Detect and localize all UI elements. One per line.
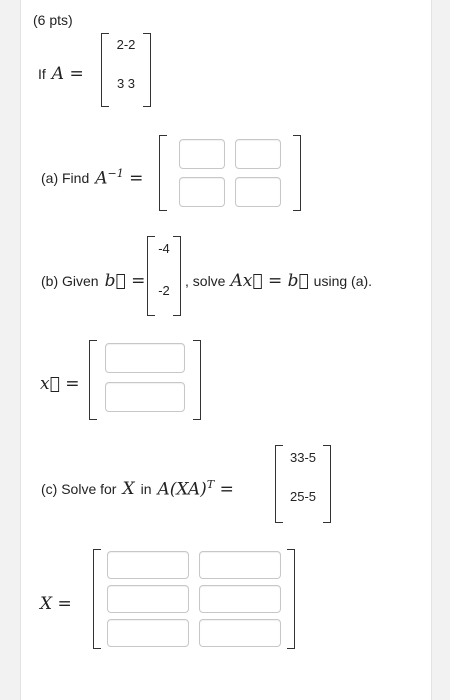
a-inv-cell-2-2-input[interactable] [235,177,281,207]
part-b-label [41,271,145,291]
part-c-equals: = [219,479,234,500]
a-inv-cell-1-1-input[interactable] [179,139,225,169]
X-cell-1-2-input[interactable] [199,551,281,579]
matrix-a-inverse [159,135,301,211]
part-a-prefix: (a) Find [41,169,90,186]
X-cell-2-2-input[interactable] [199,585,281,613]
part-a-base: A [95,168,108,189]
matrix-rhs-row-2: 25-5 [289,489,317,504]
part-c-eq-base: A(XA) [157,479,207,500]
bracket-right [287,549,295,649]
part-a-equals: = [129,168,144,189]
part-b-b-math: b⃗ = [104,271,146,291]
given-a-label [38,64,84,84]
part-c-in: in [140,480,152,497]
part-b-prefix: (b) Given [41,273,99,289]
part-c-eq-sup: T [206,478,215,491]
part-c-equation [157,478,233,500]
matrix-rhs [275,445,331,523]
matrix-rhs-row-1: 33-5 [289,450,317,465]
bracket-right [193,340,201,420]
question-card [20,0,432,700]
X-cell-3-1-input[interactable] [107,619,189,647]
bracket-left [89,340,97,420]
part-a-exp: −1 [107,167,124,180]
part-a-label [41,167,143,189]
vector-x [89,340,201,420]
a-inv-cell-2-1-input[interactable] [179,177,225,207]
part-b-solve [185,271,372,291]
X-matrix-label: X = [40,594,72,614]
points-label: (6 pts) [33,12,73,28]
part-b-suffix: using (a). [313,273,373,289]
vector-b-row-1: -4 [158,241,170,256]
x-cell-2-input[interactable] [105,382,185,412]
part-c-prefix: (c) Solve for [41,480,117,497]
x-cell-1-input[interactable] [105,343,185,373]
matrix-a-row-2: 3 3 [116,76,136,91]
x-vector-label: x⃗ = [40,374,80,394]
given-a-prefix: If [38,66,46,82]
vector-b [147,236,181,316]
part-c-label [41,478,234,500]
matrix-X [93,549,295,649]
part-b-solve-text: , solve [185,273,226,289]
a-inv-cell-1-2-input[interactable] [235,139,281,169]
part-a-math [95,167,143,189]
bracket-right [293,135,301,211]
part-b-equation: Ax⃗ = b⃗ [230,271,309,291]
given-a-math: A = [51,64,84,84]
matrix-a [101,33,151,107]
X-cell-1-1-input[interactable] [107,551,189,579]
bracket-left [159,135,167,211]
vector-b-row-2: -2 [158,283,170,298]
matrix-a-row-1: 2-2 [116,37,136,52]
X-cell-2-1-input[interactable] [107,585,189,613]
bracket-left [93,549,101,649]
part-c-X: X [122,478,135,499]
X-cell-3-2-input[interactable] [199,619,281,647]
